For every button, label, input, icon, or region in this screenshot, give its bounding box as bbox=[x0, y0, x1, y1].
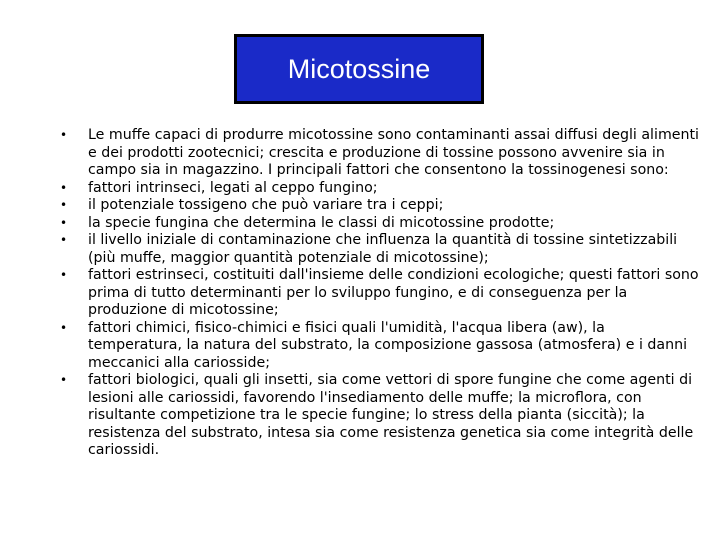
slide-title: Micotossine bbox=[287, 53, 431, 84]
bullet-text: il potenziale tossigeno che può variare tra i ceppi; bbox=[88, 197, 444, 213]
bullet-dot-icon: • bbox=[60, 268, 68, 282]
bullet-item bbox=[60, 232, 700, 267]
bullet-dot-icon: • bbox=[60, 128, 68, 142]
bullet-dot-icon: • bbox=[60, 180, 68, 195]
bullet-dot-icon: • bbox=[60, 198, 68, 212]
bullet-text: fattori biologici, quali gli insetti, sia come vettori di spore fungine che come agenti di lesioni alle cariossidi, favorendo l'insediamento delle muffe; la microflora, con risultante competizione tra le specie fungine; lo stress della pianta (siccità); la resistenza del substrato, intesa sia come resistenza genetica sia come integrità delle cariossidi. bbox=[88, 372, 694, 458]
bullet-text: fattori intrinseci, legati al ceppo fungino; bbox=[88, 179, 378, 196]
bullet-item bbox=[60, 197, 700, 215]
bullet-item bbox=[60, 127, 700, 180]
title-box bbox=[234, 34, 484, 104]
bullet-dot-icon: • bbox=[60, 373, 68, 387]
bullet-dot-icon: • bbox=[60, 233, 68, 247]
bullet-text: la specie fungina che determina le classi di micotossine prodotte; bbox=[88, 214, 555, 231]
bullet-list bbox=[60, 127, 700, 460]
bullet-text: Le muffe capaci di produrre micotossine sono contaminanti assai diffusi degli alimenti e dei prodotti zootecnici; crescita e produzione di tossine possono avvenire sia in campo sia in magazzino. I principali fattori che consentono la tossinogenesi sono: bbox=[88, 127, 699, 178]
bullet-dot-icon: • bbox=[60, 320, 68, 335]
bullet-item bbox=[60, 180, 700, 198]
bullet-item bbox=[60, 215, 700, 233]
bullet-text: fattori estrinseci, costituiti dall'insieme delle condizioni ecologiche; questi fattori sono prima di tutto determinanti per lo sviluppo fungino, e di conseguenza per la produzione di micotossine; bbox=[88, 267, 699, 318]
bullet-item bbox=[60, 372, 700, 460]
bullet-dot-icon: • bbox=[60, 215, 68, 230]
bullet-text: il livello iniziale di contaminazione che influenza la quantità di tossine sintetizzabili (più muffe, maggior quantità potenziale di micotossine); bbox=[88, 232, 678, 266]
bullet-text: fattori chimici, fisico-chimici e fisici quali l'umidità, l'acqua libera (aw), la temperatura, la natura del substrato, la composizione gassosa (atmosfera) e i danni meccanici alla cariosside; bbox=[88, 319, 688, 371]
bullet-item bbox=[60, 320, 700, 373]
bullet-item bbox=[60, 267, 700, 320]
